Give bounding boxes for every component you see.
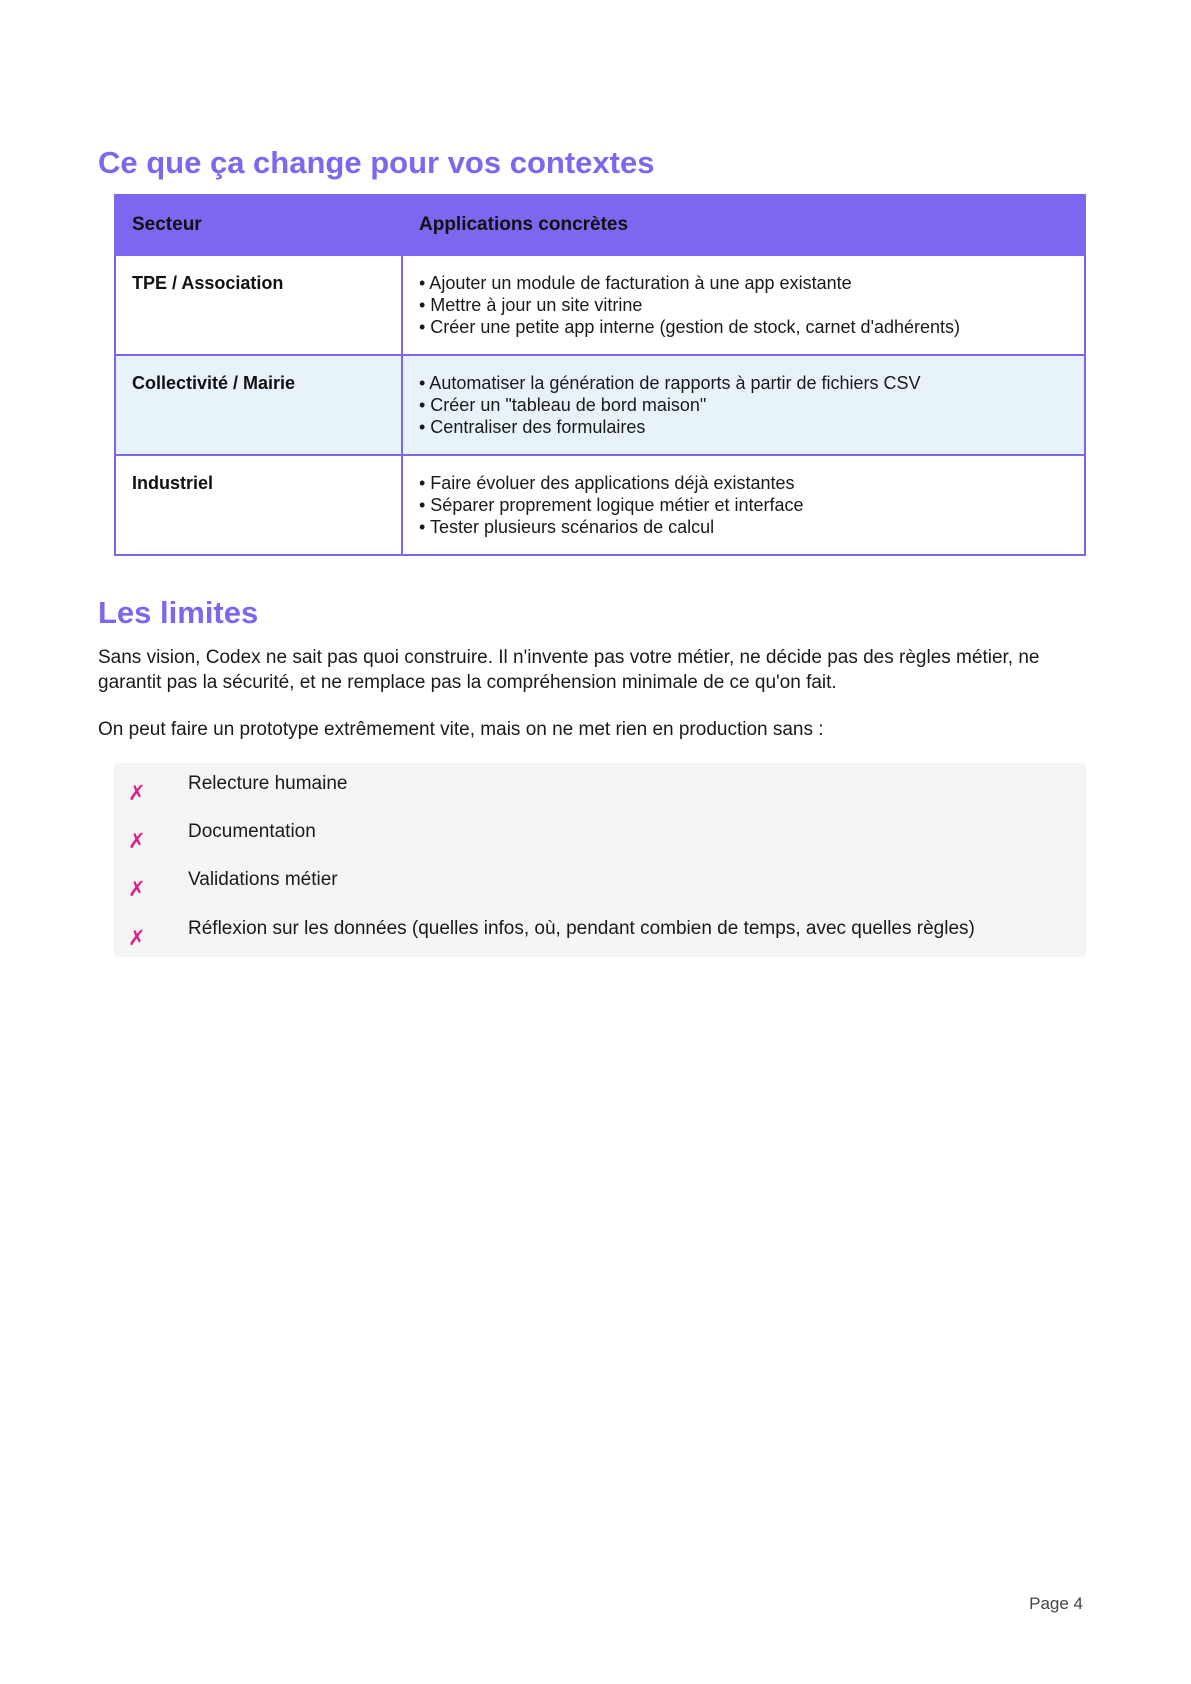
table-row	[115, 455, 1085, 555]
table-header-secteur: Secteur	[115, 195, 402, 255]
list-item	[114, 918, 1086, 950]
table-cell-applications	[402, 255, 1085, 355]
cross-icon: ✗	[128, 781, 146, 805]
table-cell-applications	[402, 455, 1085, 555]
application-item: • Séparer proprement logique métier et interface	[419, 495, 804, 515]
context-table	[114, 194, 1086, 556]
list-item-label: Relecture humaine	[188, 773, 348, 794]
list-item	[114, 869, 1086, 901]
table-cell-secteur: TPE / Association	[115, 255, 402, 355]
section-title-contextes: Ce que ça change pour vos contextes	[98, 145, 655, 180]
cross-icon: ✗	[128, 926, 146, 950]
list-item	[114, 773, 1086, 805]
application-item: • Tester plusieurs scénarios de calcul	[419, 517, 715, 537]
paragraph-vision: Sans vision, Codex ne sait pas quoi construire. Il n'invente pas votre métier, ne décide pas des règles métier, ne garantit pas la sécurité, et ne remplace pas la compréhension minimale de ce qu'on fait.	[98, 647, 1040, 693]
table-header-applications: Applications concrètes	[402, 195, 1085, 255]
table-cell-secteur: Industriel	[115, 455, 402, 555]
paragraph-prototype: On peut faire un prototype extrêmement vite, mais on ne met rien en production sans :	[98, 719, 824, 740]
table-row	[115, 255, 1085, 355]
list-item-label: Réflexion sur les données (quelles infos, où, pendant combien de temps, avec quelles règles)	[188, 918, 975, 939]
application-item: • Faire évoluer des applications déjà existantes	[419, 473, 795, 493]
list-item	[114, 821, 1086, 853]
application-item: • Centraliser des formulaires	[419, 417, 646, 437]
application-item: • Automatiser la génération de rapports à partir de fichiers CSV	[419, 373, 921, 393]
application-item: • Créer un "tableau de bord maison"	[419, 395, 707, 415]
cross-icon: ✗	[128, 829, 146, 853]
application-item: • Créer une petite app interne (gestion de stock, carnet d'adhérents)	[419, 317, 961, 337]
application-item: • Mettre à jour un site vitrine	[419, 295, 643, 315]
page-number: Page 4	[1029, 1594, 1083, 1613]
table-header-row	[115, 195, 1085, 255]
application-item: • Ajouter un module de facturation à une app existante	[419, 273, 852, 293]
limits-list	[114, 763, 1086, 957]
table-cell-secteur: Collectivité / Mairie	[115, 355, 402, 455]
cross-icon: ✗	[128, 877, 146, 901]
list-item-label: Documentation	[188, 821, 316, 842]
table-row	[115, 355, 1085, 455]
section-title-limites: Les limites	[98, 595, 259, 630]
list-item-label: Validations métier	[188, 869, 338, 890]
table-cell-applications	[402, 355, 1085, 455]
